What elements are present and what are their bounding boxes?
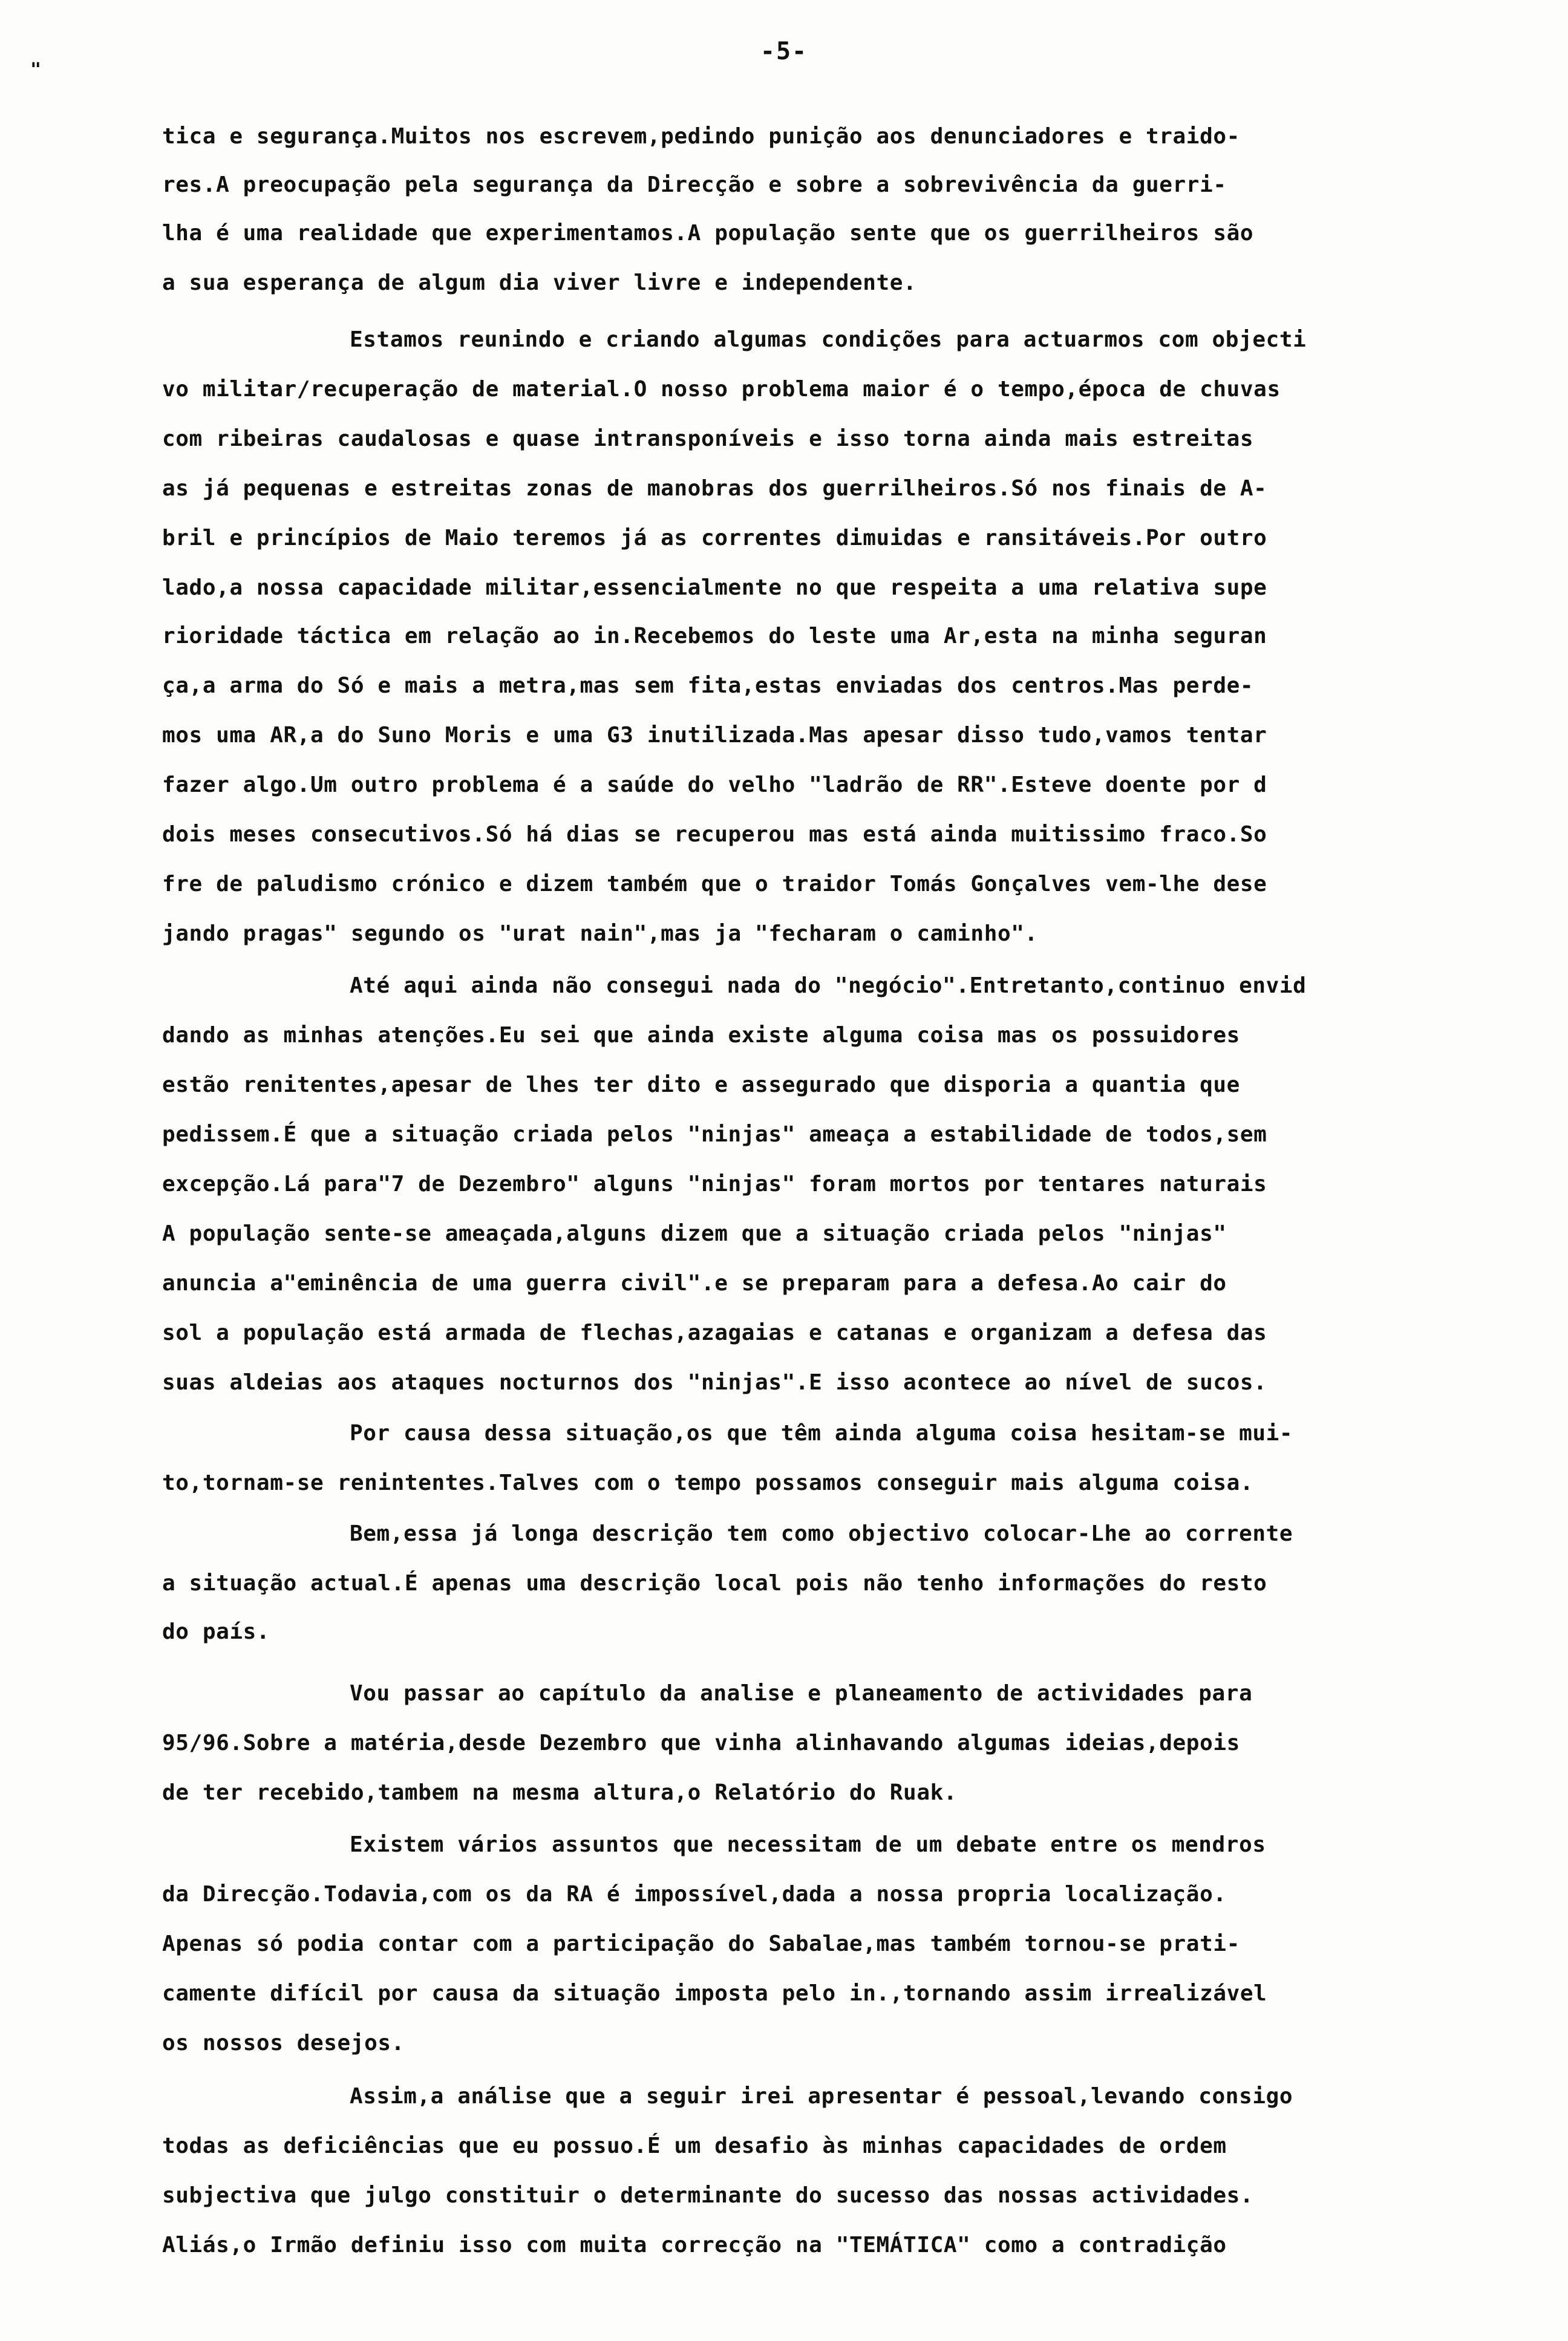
- text-line: rioridade táctica em relação ao in.Recebemos do leste uma Ar,esta na minha seguran: [162, 624, 1267, 648]
- text-line: lha é uma realidade que experimentamos.A população sente que os guerrilheiros são: [162, 221, 1254, 246]
- text-line: excepção.Lá para"7 de Dezembro" alguns "ninjas" foram mortos por tentares naturais: [162, 1172, 1267, 1197]
- text-line: tica e segurança.Muitos nos escrevem,pedindo punição aos denunciadores e traido-: [162, 124, 1240, 149]
- margin-mark: ": [30, 59, 42, 80]
- text-line: com ribeiras caudalosas e quase intransponíveis e isso torna ainda mais estreitas: [162, 426, 1254, 451]
- text-line: suas aldeias aos ataques nocturnos dos "ninjas".E isso acontece ao nível de sucos.: [162, 1370, 1267, 1395]
- paragraph-start-line: Estamos reunindo e criando algumas condições para actuarmos com objecti: [350, 327, 1307, 352]
- paragraph-start-line: Assim,a análise que a seguir irei apresentar é pessoal,levando consigo: [350, 2084, 1293, 2109]
- text-line: as já pequenas e estreitas zonas de manobras dos guerrilheiros.Só nos finais de A-: [162, 476, 1267, 501]
- text-line: dando as minhas atenções.Eu sei que ainda existe alguma coisa mas os possuidores: [162, 1023, 1240, 1048]
- text-line: subjectiva que julgo constituir o determinante do sucesso das nossas actividades.: [162, 2183, 1254, 2208]
- text-line: a situação actual.É apenas uma descrição local pois não tenho informações do resto: [162, 1571, 1267, 1596]
- text-line: vo militar/recuperação de material.O nosso problema maior é o tempo,época de chuvas: [162, 377, 1281, 402]
- text-line: a sua esperança de algum dia viver livre e independente.: [162, 270, 917, 295]
- paragraph-start-line: Existem vários assuntos que necessitam de um debate entre os mendros: [350, 1832, 1266, 1857]
- text-line: fazer algo.Um outro problema é a saúde do velho "ladrão de RR".Esteve doente por d: [162, 772, 1267, 797]
- paragraph-start-line: Até aqui ainda não consegui nada do "negócio".Entretanto,continuo envid: [350, 973, 1307, 998]
- text-line: bril e princípios de Maio teremos já as correntes dimuidas e ransitáveis.Por outro: [162, 526, 1267, 550]
- text-line: A população sente-se ameaçada,alguns dizem que a situação criada pelos "ninjas": [162, 1221, 1227, 1246]
- paragraph-start-line: Bem,essa já longa descrição tem como objectivo colocar-Lhe ao corrente: [350, 1521, 1293, 1546]
- paragraph-start-line: Vou passar ao capítulo da analise e planeamento de actividades para: [350, 1681, 1253, 1706]
- page-number: -5-: [760, 38, 808, 65]
- text-line: fre de paludismo crónico e dizem também que o traidor Tomás Gonçalves vem-lhe dese: [162, 872, 1267, 896]
- text-line: Aliás,o Irmão definiu isso com muita correcção na "TEMÁTICA" como a contradição: [162, 2233, 1227, 2258]
- text-line: ça,a arma do Só e mais a metra,mas sem fita,estas enviadas dos centros.Mas perde-: [162, 673, 1254, 698]
- text-line: da Direcção.Todavia,com os da RA é impossível,dada a nossa propria localização.: [162, 1882, 1227, 1907]
- text-line: pedissem.É que a situação criada pelos "ninjas" ameaça a estabilidade de todos,sem: [162, 1122, 1267, 1147]
- text-line: to,tornam-se renintentes.Talves com o tempo possamos conseguir mais alguma coisa.: [162, 1471, 1254, 1495]
- text-line: todas as deficiências que eu possuo.É um desafio às minhas capacidades de ordem: [162, 2134, 1227, 2158]
- text-line: do país.: [162, 1619, 270, 1644]
- text-line: jando pragas" segundo os "urat nain",mas ja "fecharam o caminho".: [162, 921, 1038, 946]
- text-line: 95/96.Sobre a matéria,desde Dezembro que vinha alinhavando algumas ideias,depois: [162, 1731, 1240, 1755]
- text-line: Apenas só podia contar com a participação do Sabalae,mas também tornou-se prati-: [162, 1931, 1240, 1956]
- text-line: estão renitentes,apesar de lhes ter dito e assegurado que disporia a quantia que: [162, 1073, 1240, 1097]
- text-line: mos uma AR,a do Suno Moris e uma G3 inutilizada.Mas apesar disso tudo,vamos tentar: [162, 723, 1267, 748]
- text-line: dois meses consecutivos.Só há dias se recuperou mas está ainda muitissimo fraco.So: [162, 822, 1267, 847]
- text-line: res.A preocupação pela segurança da Direcção e sobre a sobrevivência da guerri-: [162, 172, 1227, 197]
- text-line: lado,a nossa capacidade militar,essencialmente no que respeita a uma relativa supe: [162, 575, 1267, 600]
- paragraph-start-line: Por causa dessa situação,os que têm ainda alguma coisa hesitam-se mui-: [350, 1421, 1293, 1446]
- text-line: anuncia a"eminência de uma guerra civil".e se preparam para a defesa.Ao cair do: [162, 1271, 1227, 1296]
- text-line: camente difícil por causa da situação imposta pelo in.,tornando assim irrealizável: [162, 1981, 1267, 2006]
- text-line: os nossos desejos.: [162, 2031, 405, 2055]
- text-line: de ter recebido,tambem na mesma altura,o Relatório do Ruak.: [162, 1780, 958, 1805]
- text-line: sol a população está armada de flechas,azagaias e catanas e organizam a defesa das: [162, 1321, 1267, 1345]
